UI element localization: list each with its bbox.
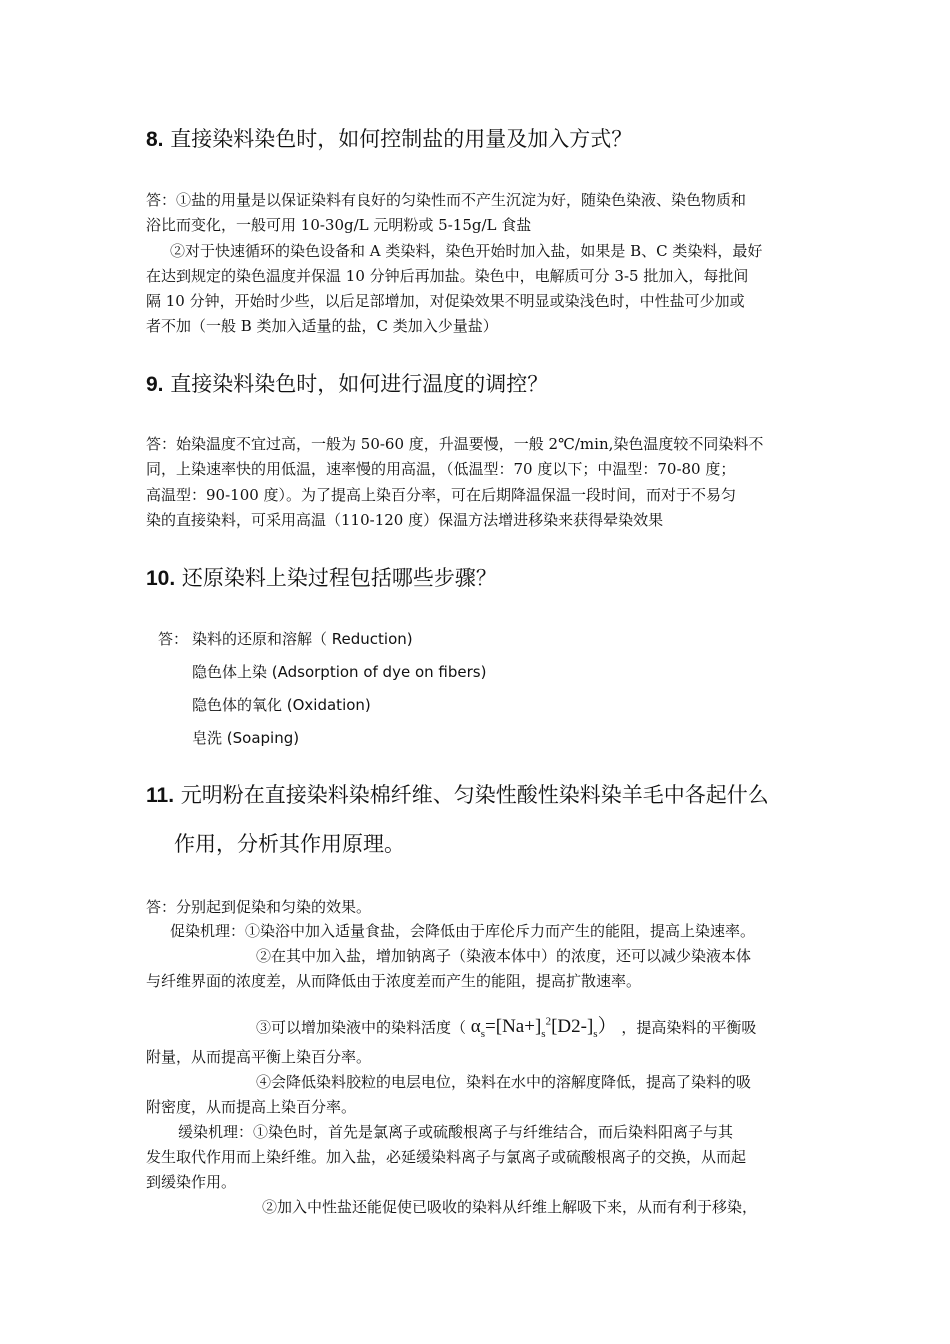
question-title: 元明粉在直接染料染棉纤维、匀染性酸性染料染羊毛中各起什么 <box>180 783 769 807</box>
activity-formula <box>470 1016 617 1041</box>
answer-line: ④会降低染料胶粒的电层电位，染料在水中的溶解度降低，提高了染料的吸 <box>256 1073 752 1091</box>
answer-line: 与纤维界面的浓度差，从而降低由于浓度差而产生的能阻，提高扩散速率。 <box>146 972 642 990</box>
formula-line-prefix: ③可以增加染液中的染料活度（ <box>256 1018 467 1037</box>
formula-subscript: s <box>593 1028 598 1041</box>
answer-line: 在达到规定的染色温度并保温 10 分钟后再加盐。染色中，电解质可分 3-5 批加入，每批间 <box>146 267 749 285</box>
answer-line: ②加入中性盐还能促使已吸收的染料从纤维上解吸下来，从而有利于移染， <box>262 1198 758 1216</box>
question-title: 还原染料上染过程包括哪些步骤？ <box>181 566 497 590</box>
step-item: 皂洗 (Soaping) <box>192 729 300 747</box>
formula-subscript: s <box>541 1028 546 1041</box>
answer-prefix: 答： <box>158 630 189 648</box>
question-number: 9. <box>146 373 164 396</box>
answer-line: 染的直接染料，可采用高温（110-120 度）保温方法增进移染来获得晕染效果 <box>146 511 664 529</box>
answer-line: 答：①盐的用量是以保证染料有良好的匀染性而不产生沉淀为好，随染色染液、染色物质和 <box>146 191 747 209</box>
formula-sodium-term: =[Na+] <box>485 1016 542 1038</box>
question-number: 10. <box>146 567 176 590</box>
question-9-heading <box>146 368 548 398</box>
answer-line: 到缓染作用。 <box>146 1173 237 1191</box>
answer-line: 同，上染速率快的用低温，速率慢的用高温，（低温型：70 度以下；中温型：70-80 度； <box>146 460 736 478</box>
answer-line: ②对于快速循环的染色设备和 A 类染料，染色开始时加入盐，如果是 B、C 类染料，最好 <box>170 242 763 260</box>
formula-line-suffix: ，提高染料的平衡吸 <box>621 1018 757 1037</box>
answer-line: 高温型：90-100 度）。为了提高上染百分率，可在后期降温保温一段时间，而对于不易匀 <box>146 486 737 504</box>
step-item: 隐色体上染 (Adsorption of dye on fibers) <box>192 663 487 681</box>
answer-line: ②在其中加入盐，增加钠离子（染液本体中）的浓度，还可以减少染液本体 <box>256 947 752 965</box>
answer-line: 缓染机理：①染色时，首先是氯离子或硫酸根离子与纤维结合，而后染料阳离子与其 <box>178 1123 734 1141</box>
formula-line <box>256 1011 756 1045</box>
answer-line: 者不加（一般 B 类加入适量的盐，C 类加入少量盐） <box>146 317 498 335</box>
answer-line: 浴比而变化，一般可用 10-30g/L 元明粉或 5-15g/L 食盐 <box>146 216 532 234</box>
answer-line: 答：分别起到促染和匀染的效果。 <box>146 898 372 916</box>
answer-line: 促染机理：①染浴中加入适量食盐，会降低由于库伦斥力而产生的能阻，提高上染速率。 <box>170 922 756 940</box>
formula-close: ） <box>597 1016 617 1038</box>
question-11-heading-cont: 作用，分析其作用原理。 <box>174 832 405 856</box>
answer-line: 隔 10 分钟，开始时少些，以后足部增加，对促染效果不明显或染浅色时，中性盐可少加或 <box>146 292 745 310</box>
formula-dye-term: [D2-] <box>551 1016 594 1038</box>
question-number: 11. <box>146 784 175 807</box>
formula-superscript: 2 <box>545 1016 552 1028</box>
answer-line: 附密度，从而提高上染百分率。 <box>146 1098 357 1116</box>
step-item: 染料的还原和溶解（ Reduction) <box>192 630 413 648</box>
question-10-heading <box>146 562 497 592</box>
question-title: 直接染料染色时，如何进行温度的调控？ <box>170 372 549 396</box>
question-11-heading <box>146 779 769 809</box>
question-number: 8. <box>146 128 164 151</box>
answer-line: 答：始染温度不宜过高，一般为 50-60 度，升温要慢，一般 2℃/min,染色温度较不同染料不 <box>146 435 764 453</box>
step-item: 隐色体的氧化 (Oxidation) <box>192 696 371 714</box>
alpha-symbol: α <box>470 1016 481 1038</box>
formula-subscript: s <box>480 1028 486 1041</box>
question-title: 直接染料染色时，如何控制盐的用量及加入方式？ <box>170 127 633 151</box>
answer-line: 附量，从而提高平衡上染百分率。 <box>146 1048 372 1066</box>
question-8-heading <box>146 123 632 153</box>
answer-line: 发生取代作用而上染纤维。加入盐，必延缓染料离子与氯离子或硫酸根离子的交换，从而起 <box>146 1148 747 1166</box>
